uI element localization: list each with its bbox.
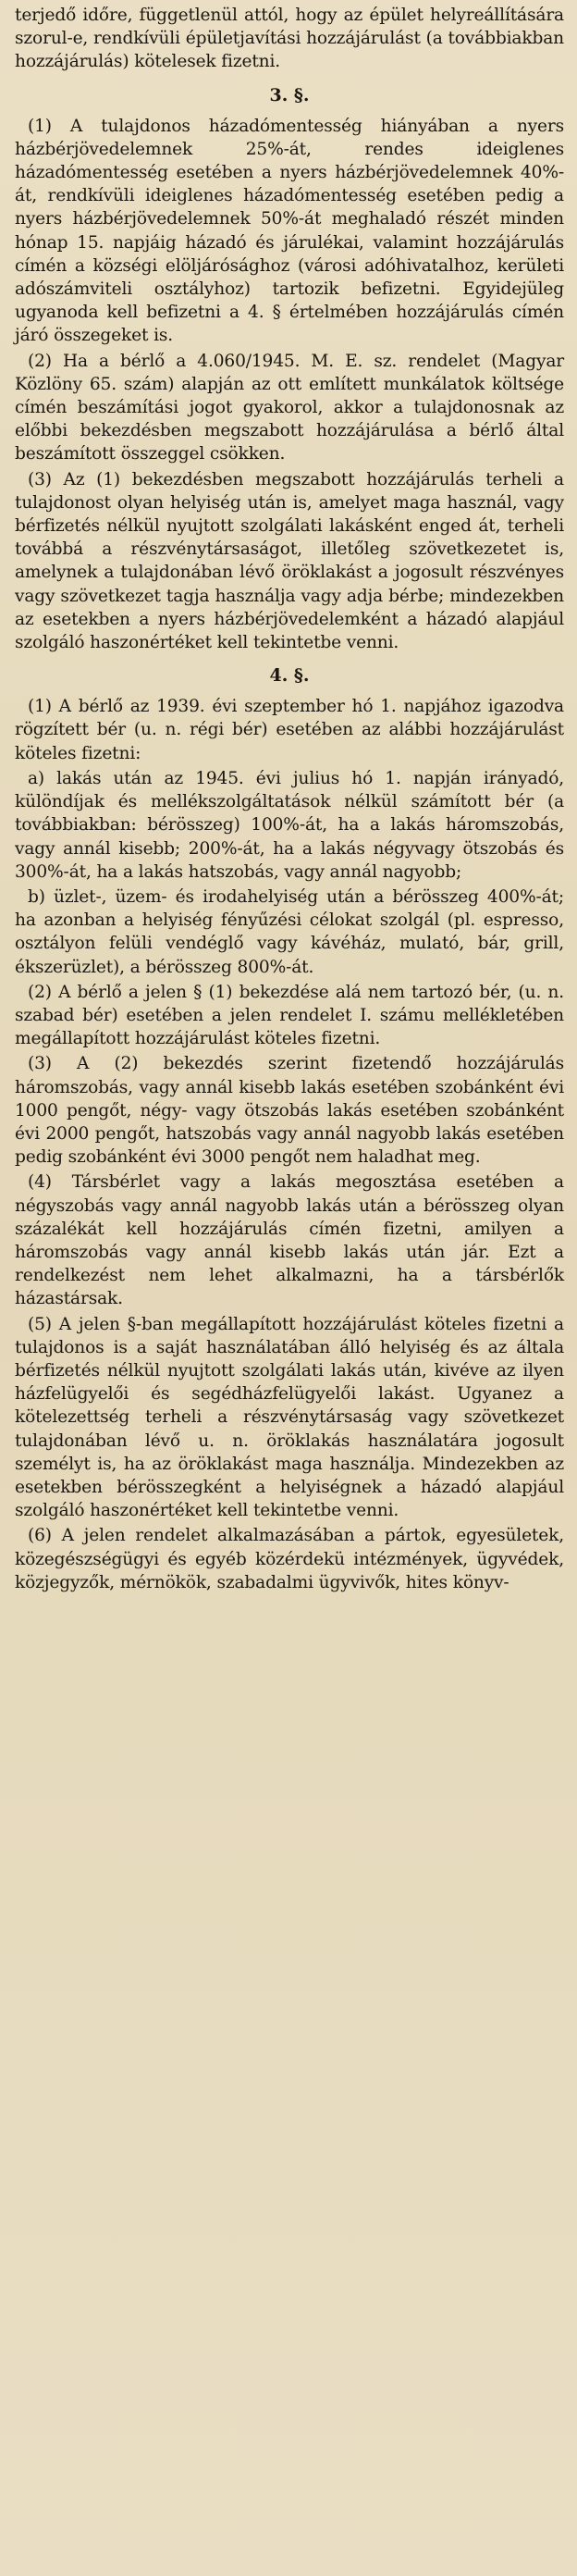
paragraph-3-1: (1) A tulajdonos házadómentesség hiányában a nyers házbérjövedelemnek 25%-át, rendes ideiglenes házadómentesség esetében a nyers házbérjövedelemnek 40%-át, rendkívüli ideiglenes házadómentesség esetében pedig a nyers házbérjövedelemnek 50%-át meghaladó részét minden hónap 15. napjáig házadó és járulékai, valamint hozzájárulás címén a községi elöljárósághoz (városi adóhivatalhoz, kerületi adószámviteli osztályhoz) tartozik befizetni. Egyidejüleg ugyanoda kell befizetni a 4. § értelmében hozzájárulás címén járó összegeket is. xyxy=(15,116,564,346)
paragraph-4-5: (5) A jelen §-ban megállapított hozzájárulást köteles fizetni a tulajdonos is a saját használatában álló helyiség és az általa bérfizetés nélkül nyujtott szolgálati lakás után, kivéve az ilyen házfelügyelői és segédházfelügyelői lakást. Ugyanez a kötelezettség terheli a részvénytársaság vagy szövetkezet tulajdonában lévő u. n. öröklakás használatára jogosult személyt is, ha az öröklakást maga használja. Mindezekben az esetekben bérösszegként a helyiségnek a házadó alapjául szolgáló haszonértéket kell tekintetbe venni. xyxy=(15,1314,564,1521)
paragraph-4-1: (1) A bérlő az 1939. évi szeptember hó 1. napjához igazodva rögzített bér (u. n. régi bér) esetében az alábbi hozzájárulást köteles fizetni: xyxy=(15,697,564,763)
paragraph-4-2: (2) A bérlő a jelen § (1) bekezdése alá nem tartozó bér, (u. n. szabad bér) esetében a jelen rendelet I. számu mellékletében megállapított hozzájárulást köteles fizetni. xyxy=(15,982,564,1049)
paragraph-4-1-b: b) üzlet-, üzem- és irodahelyiség után a bérösszeg 400%-át; ha azonban a helyiség fényűzési célokat szolgál (pl. espresso, osztályon felüli vendéglő vagy kávéház, mulató, bár, grill, ékszerüzlet), a bérösszeg 800%-át. xyxy=(15,886,564,977)
paragraph-4-3: (3) A (2) bekezdés szerint fizetendő hozzájárulás háromszobás, vagy annál kisebb lakás esetében szobánként évi 1000 pengőt, négy- vagy ötszobás lakás esetében szobánként évi 2000 pengőt, hatszobás vagy annál nagyobb lakás esetében pedig szobánként évi 3000 pengőt nem haladhat meg. xyxy=(15,1054,564,1168)
paragraph-3-3: (3) Az (1) bekezdésben megszabott hozzájárulás terheli a tulajdonost olyan helyiség után is, amelyet maga használ, vagy bérfizetés nélkül nyujtott szolgálati lakásként enged át, terheli továbbá a részvénytársaságot, illetőleg szövetkezetet is, amelynek a tulajdonában lévő öröklakást a jogosult részvényes vagy szövetkezet tagja használja vagy adja bérbe; mindezekben az esetekben a nyers házbérjövedelemként a házadó alapjául szolgáló haszonértéket kell tekintetbe venni. xyxy=(15,469,564,653)
paragraph-4-6: (6) A jelen rendelet alkalmazásában a pártok, egyesületek, közegészségügyi és egyéb közérdekü intézmények, ügyvédek, közjegyzők, mérnökök, szabadalmi ügyvivők, hites könyv- xyxy=(15,1526,564,1592)
paragraph-3-2: (2) Ha a bérlő a 4.060/1945. M. E. sz. rendelet (Magyar Közlöny 65. szám) alapján az ott említett munkálatok költsége címén beszámítási jogot gyakorol, akkor a tulajdonosnak az előbbi bekezdésben megszabott hozzájárulása a bérlő által beszámított összeggel csökken. xyxy=(15,351,564,464)
section-heading-4: 4. §. xyxy=(269,665,310,687)
paragraph-4-4: (4) Társbérlet vagy a lakás megosztása esetében a négyszobás vagy annál nagyobb lakás után a bérösszeg olyan százalékát kell hozzájárulás címén fizetni, amilyen a háromszobás vagy annál kisebb lakás után jár. Ezt a rendelkezést nem lehet alkalmazni, ha a társbérlők házastársak. xyxy=(15,1172,564,1309)
section-heading-3: 3. §. xyxy=(269,84,310,105)
paragraph-4-1-a: a) lakás után az 1945. évi julius hó 1. napján irányadó, különdíjak és mellékszolgáltatások nélkül számított bér (a továbbiakban: bérösszeg) 100%-át, ha a lakás háromszobás, vagy annál kisebb; 200%-át, ha a lakás négyvagy ötszobás és 300%-át, ha a lakás hatszobás, vagy annál nagyobb; xyxy=(15,768,564,882)
paragraph-continuation: terjedő időre, függetlenül attól, hogy az épület helyreállítására szorul-e, rendkívüli épületjavítási hozzájárulást (a továbbiakban hozzájárulás) kötelesek fizetni. xyxy=(15,6,564,72)
